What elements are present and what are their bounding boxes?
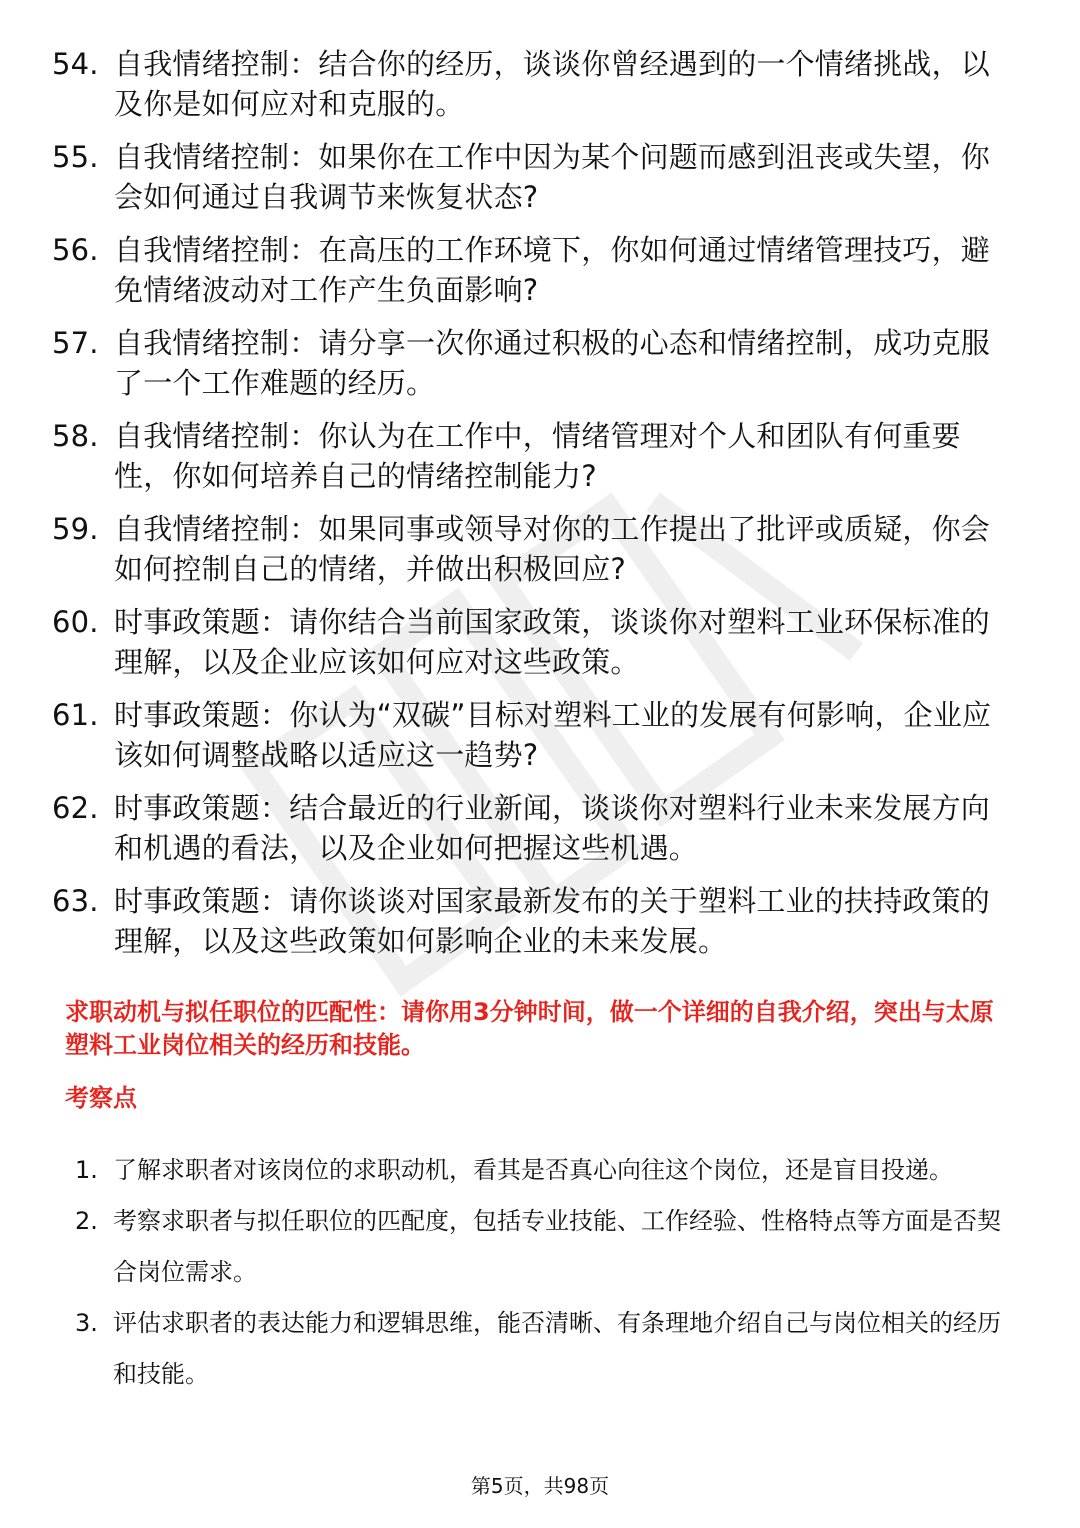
section-heading: 求职动机与拟任职位的匹配性：请你用3分钟时间，做一个详细的自我介绍，突出与太原塑料工业岗位相关的经历和技能。 bbox=[65, 998, 994, 1059]
point-text: 了解求职者对该岗位的求职动机，看其是否真心向往这个岗位，还是盲目投递。 bbox=[113, 1156, 953, 1184]
question-item bbox=[52, 788, 1012, 868]
question-item bbox=[52, 881, 1012, 961]
question-number: 57. bbox=[52, 326, 99, 360]
question-text: 自我情绪控制：在高压的工作环境下，你如何通过情绪管理技巧，避免情绪波动对工作产生负面影响? bbox=[114, 233, 991, 307]
question-item bbox=[52, 509, 1012, 589]
question-text: 时事政策题：结合最近的行业新闻，谈谈你对塑料行业未来发展方向和机遇的看法，以及企业如何把握这些机遇。 bbox=[114, 791, 991, 865]
question-item bbox=[52, 323, 1012, 403]
point-item bbox=[75, 1298, 1010, 1400]
question-item bbox=[52, 602, 1012, 682]
question-item bbox=[52, 137, 1012, 217]
question-number: 63. bbox=[52, 884, 99, 918]
question-text: 自我情绪控制：请分享一次你通过积极的心态和情绪控制，成功克服了一个工作难题的经历。 bbox=[114, 326, 991, 400]
point-item bbox=[75, 1145, 1010, 1196]
points-heading: 考察点 bbox=[65, 1084, 137, 1112]
question-text: 自我情绪控制：结合你的经历，谈谈你曾经遇到的一个情绪挑战，以及你是如何应对和克服的。 bbox=[114, 47, 991, 121]
question-item bbox=[52, 416, 1012, 496]
question-number: 55. bbox=[52, 140, 99, 174]
question-list bbox=[52, 44, 1012, 974]
question-number: 59. bbox=[52, 512, 99, 546]
question-text: 自我情绪控制：你认为在工作中，情绪管理对个人和团队有何重要性，你如何培养自己的情绪控制能力? bbox=[114, 419, 961, 493]
question-item bbox=[52, 44, 1012, 124]
question-item bbox=[52, 695, 1012, 775]
question-text: 自我情绪控制：如果你在工作中因为某个问题而感到沮丧或失望，你会如何通过自我调节来恢复状态? bbox=[114, 140, 991, 214]
point-text: 考察求职者与拟任职位的匹配度，包括专业技能、工作经验、性格特点等方面是否契合岗位需求。 bbox=[113, 1207, 1001, 1286]
point-number: 3. bbox=[75, 1309, 98, 1337]
points-list bbox=[75, 1145, 1010, 1400]
point-item bbox=[75, 1196, 1010, 1298]
question-text: 时事政策题：请你谈谈对国家最新发布的关于塑料工业的扶持政策的理解，以及这些政策如何影响企业的未来发展。 bbox=[114, 884, 991, 958]
question-text: 时事政策题：你认为“双碳”目标对塑料工业的发展有何影响，企业应该如何调整战略以适应这一趋势? bbox=[114, 698, 992, 772]
question-number: 62. bbox=[52, 791, 99, 825]
point-number: 1. bbox=[75, 1156, 98, 1184]
question-number: 58. bbox=[52, 419, 99, 453]
question-item bbox=[52, 230, 1012, 310]
question-number: 60. bbox=[52, 605, 99, 639]
question-number: 61. bbox=[52, 698, 99, 732]
question-number: 54. bbox=[52, 47, 99, 81]
question-text: 时事政策题：请你结合当前国家政策，谈谈你对塑料工业环保标准的理解，以及企业应该如何应对这些政策。 bbox=[114, 605, 991, 679]
point-number: 2. bbox=[75, 1207, 98, 1235]
page-footer: 第5页，共98页 bbox=[470, 1474, 610, 1498]
question-text: 自我情绪控制：如果同事或领导对你的工作提出了批评或质疑，你会如何控制自己的情绪，并做出积极回应? bbox=[114, 512, 991, 586]
question-number: 56. bbox=[52, 233, 99, 267]
point-text: 评估求职者的表达能力和逻辑思维，能否清晰、有条理地介绍自己与岗位相关的经历和技能。 bbox=[113, 1309, 1001, 1388]
